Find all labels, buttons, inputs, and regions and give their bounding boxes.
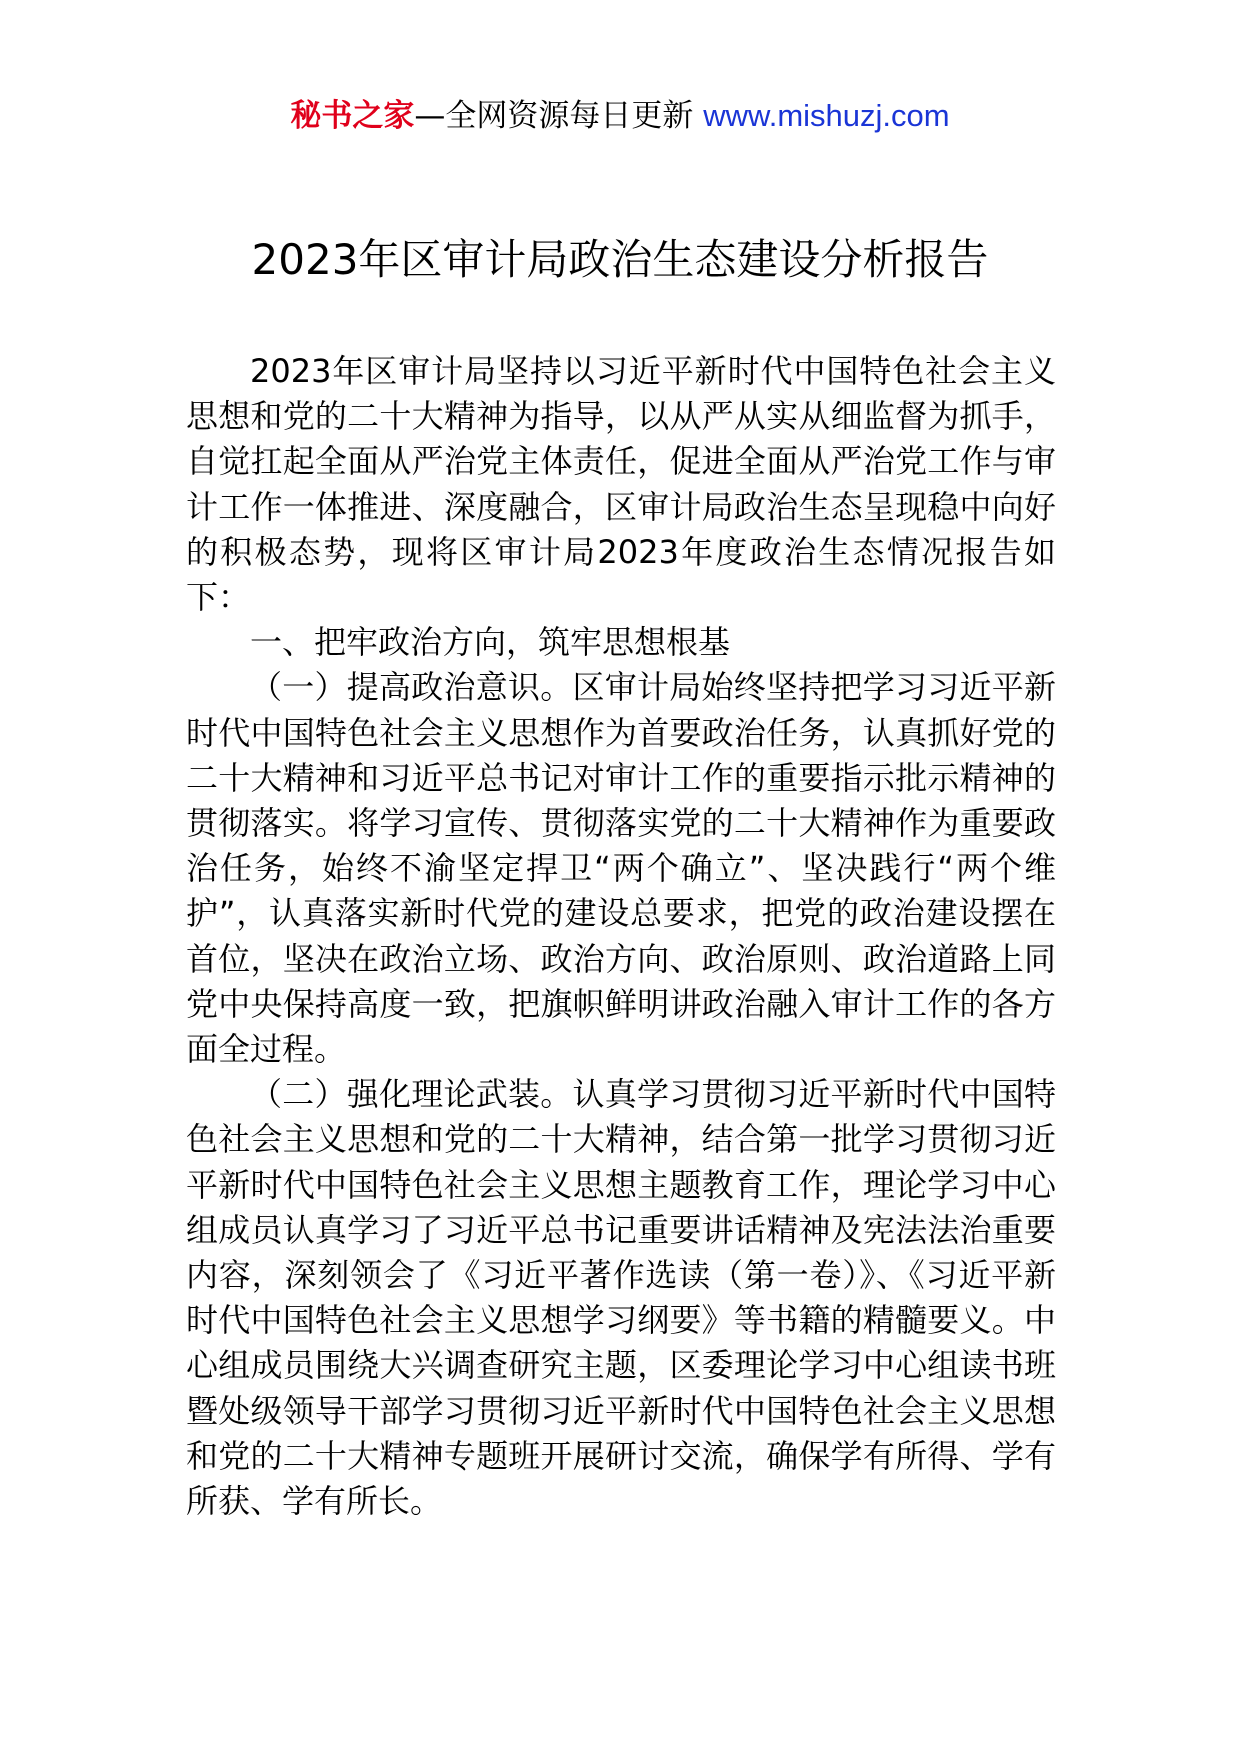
subsection-paragraph-2: （二）强化理论武装。认真学习贯彻习近平新时代中国特色社会主义思想和党的二十大精神，结合第一批学习贯彻习近平新时代中国特色社会主义思想主题教育工作，理论学习中心组成员认真学习了习近平总书记重要讲话精神及宪法法治重要内容，深刻领会了《习近平著作选读（第一卷）》、《习近平新时代中国特色社会主义思想学习纲要》等书籍的精髓要义。中心组成员围绕大兴调查研究主题，区委理论学习中心组读书班暨处级领导干部学习贯彻习近平新时代中国特色社会主义思想和党的二十大精神专题班开展研讨交流，确保学有所得、学有所获、学有所长。 [186, 1075, 1056, 1521]
section-heading-1: 一、把牢政治方向，筑牢思想根基 [250, 623, 731, 662]
document-body [186, 349, 1056, 1524]
intro-paragraph: 2023年区审计局坚持以习近平新时代中国特色社会主义思想和党的二十大精神为指导，以从严从实从细监督为抓手，自觉扛起全面从严治党主体责任，促进全面从严治党工作与审计工作一体推进、深度融合，区审计局政治生态呈现稳中向好的积极态势，现将区审计局2023年度政治生态情况报告如下： [186, 352, 1056, 617]
header-slogan: —全网资源每日更新 [414, 98, 694, 134]
site-header [0, 96, 1240, 136]
site-url-link[interactable]: www.mishuzj.com [703, 98, 950, 133]
document-title: 2023年区审计局政治生态建设分析报告 [251, 235, 989, 284]
subsection-paragraph-1: （一）提高政治意识。区审计局始终坚持把学习习近平新时代中国特色社会主义思想作为首要政治任务，认真抓好党的二十大精神和习近平总书记对审计工作的重要指示批示精神的贯彻落实。将学习宣传、贯彻落实党的二十大精神作为重要政治任务，始终不渝坚定捍卫“两个确立”、坚决践行“两个维护”，认真落实新时代党的建设总要求，把党的政治建设摆在首位，坚决在政治立场、政治方向、政治原则、政治道路上同党中央保持高度一致，把旗帜鲜明讲政治融入审计工作的各方面全过程。 [186, 668, 1056, 1069]
brand-name: 秘书之家 [290, 98, 415, 134]
